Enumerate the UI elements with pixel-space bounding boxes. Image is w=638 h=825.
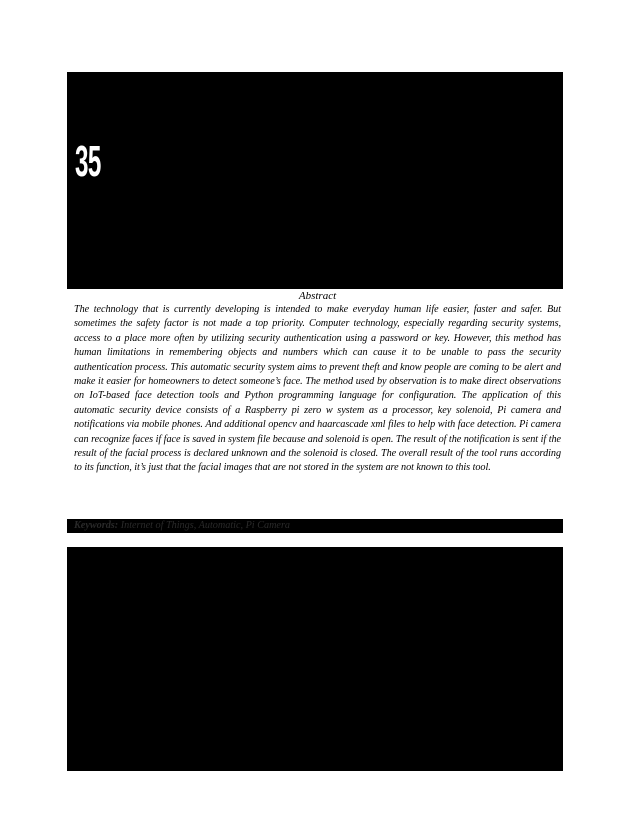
chapter-number: 35 xyxy=(75,137,101,186)
abstract-section xyxy=(74,289,561,476)
keywords-line xyxy=(74,519,290,533)
keywords-values: Internet of Things, Automatic, Pi Camera xyxy=(120,520,291,531)
chapter-header-block xyxy=(67,72,563,289)
keywords-bar xyxy=(67,519,563,533)
redacted-content-block xyxy=(67,547,563,771)
keywords-label: Keywords: xyxy=(74,520,119,531)
abstract-body: The technology that is currently developing is intended to make everyday human life easier, faster and safer. But sometimes the safety factor is not made a top priority. Computer technology, especially regarding security systems, access to a place more often by utilizing security authentication using a password or key. However, this method has human limitations in remembering objects and numbers which can cause it to be unable to pass the security authentication process. This automatic security system aims to prevent theft and know people are coming to be alert and make it easier for homeowners to detect someone’s face. The method used by observation is to make direct observations on IoT-based face detection tools and Python programming language for configuration. The application of this automatic security device consists of a Raspberry pi zero w system as a processor, key solenoid, Pi camera and notifications via mobile phones. And additional opencv and haarcascade xml files to help with face detection. Pi camera can recognize faces if face is saved in system file because and solenoid is open. The result of the notification is sent if the result of the facial process is declared unknown and the solenoid is closed. The overall result of the tool runs according to its function, it’s just that the facial images that are not stored in the system are not known to this tool. xyxy=(74,304,561,474)
abstract-heading: Abstract xyxy=(298,290,337,302)
